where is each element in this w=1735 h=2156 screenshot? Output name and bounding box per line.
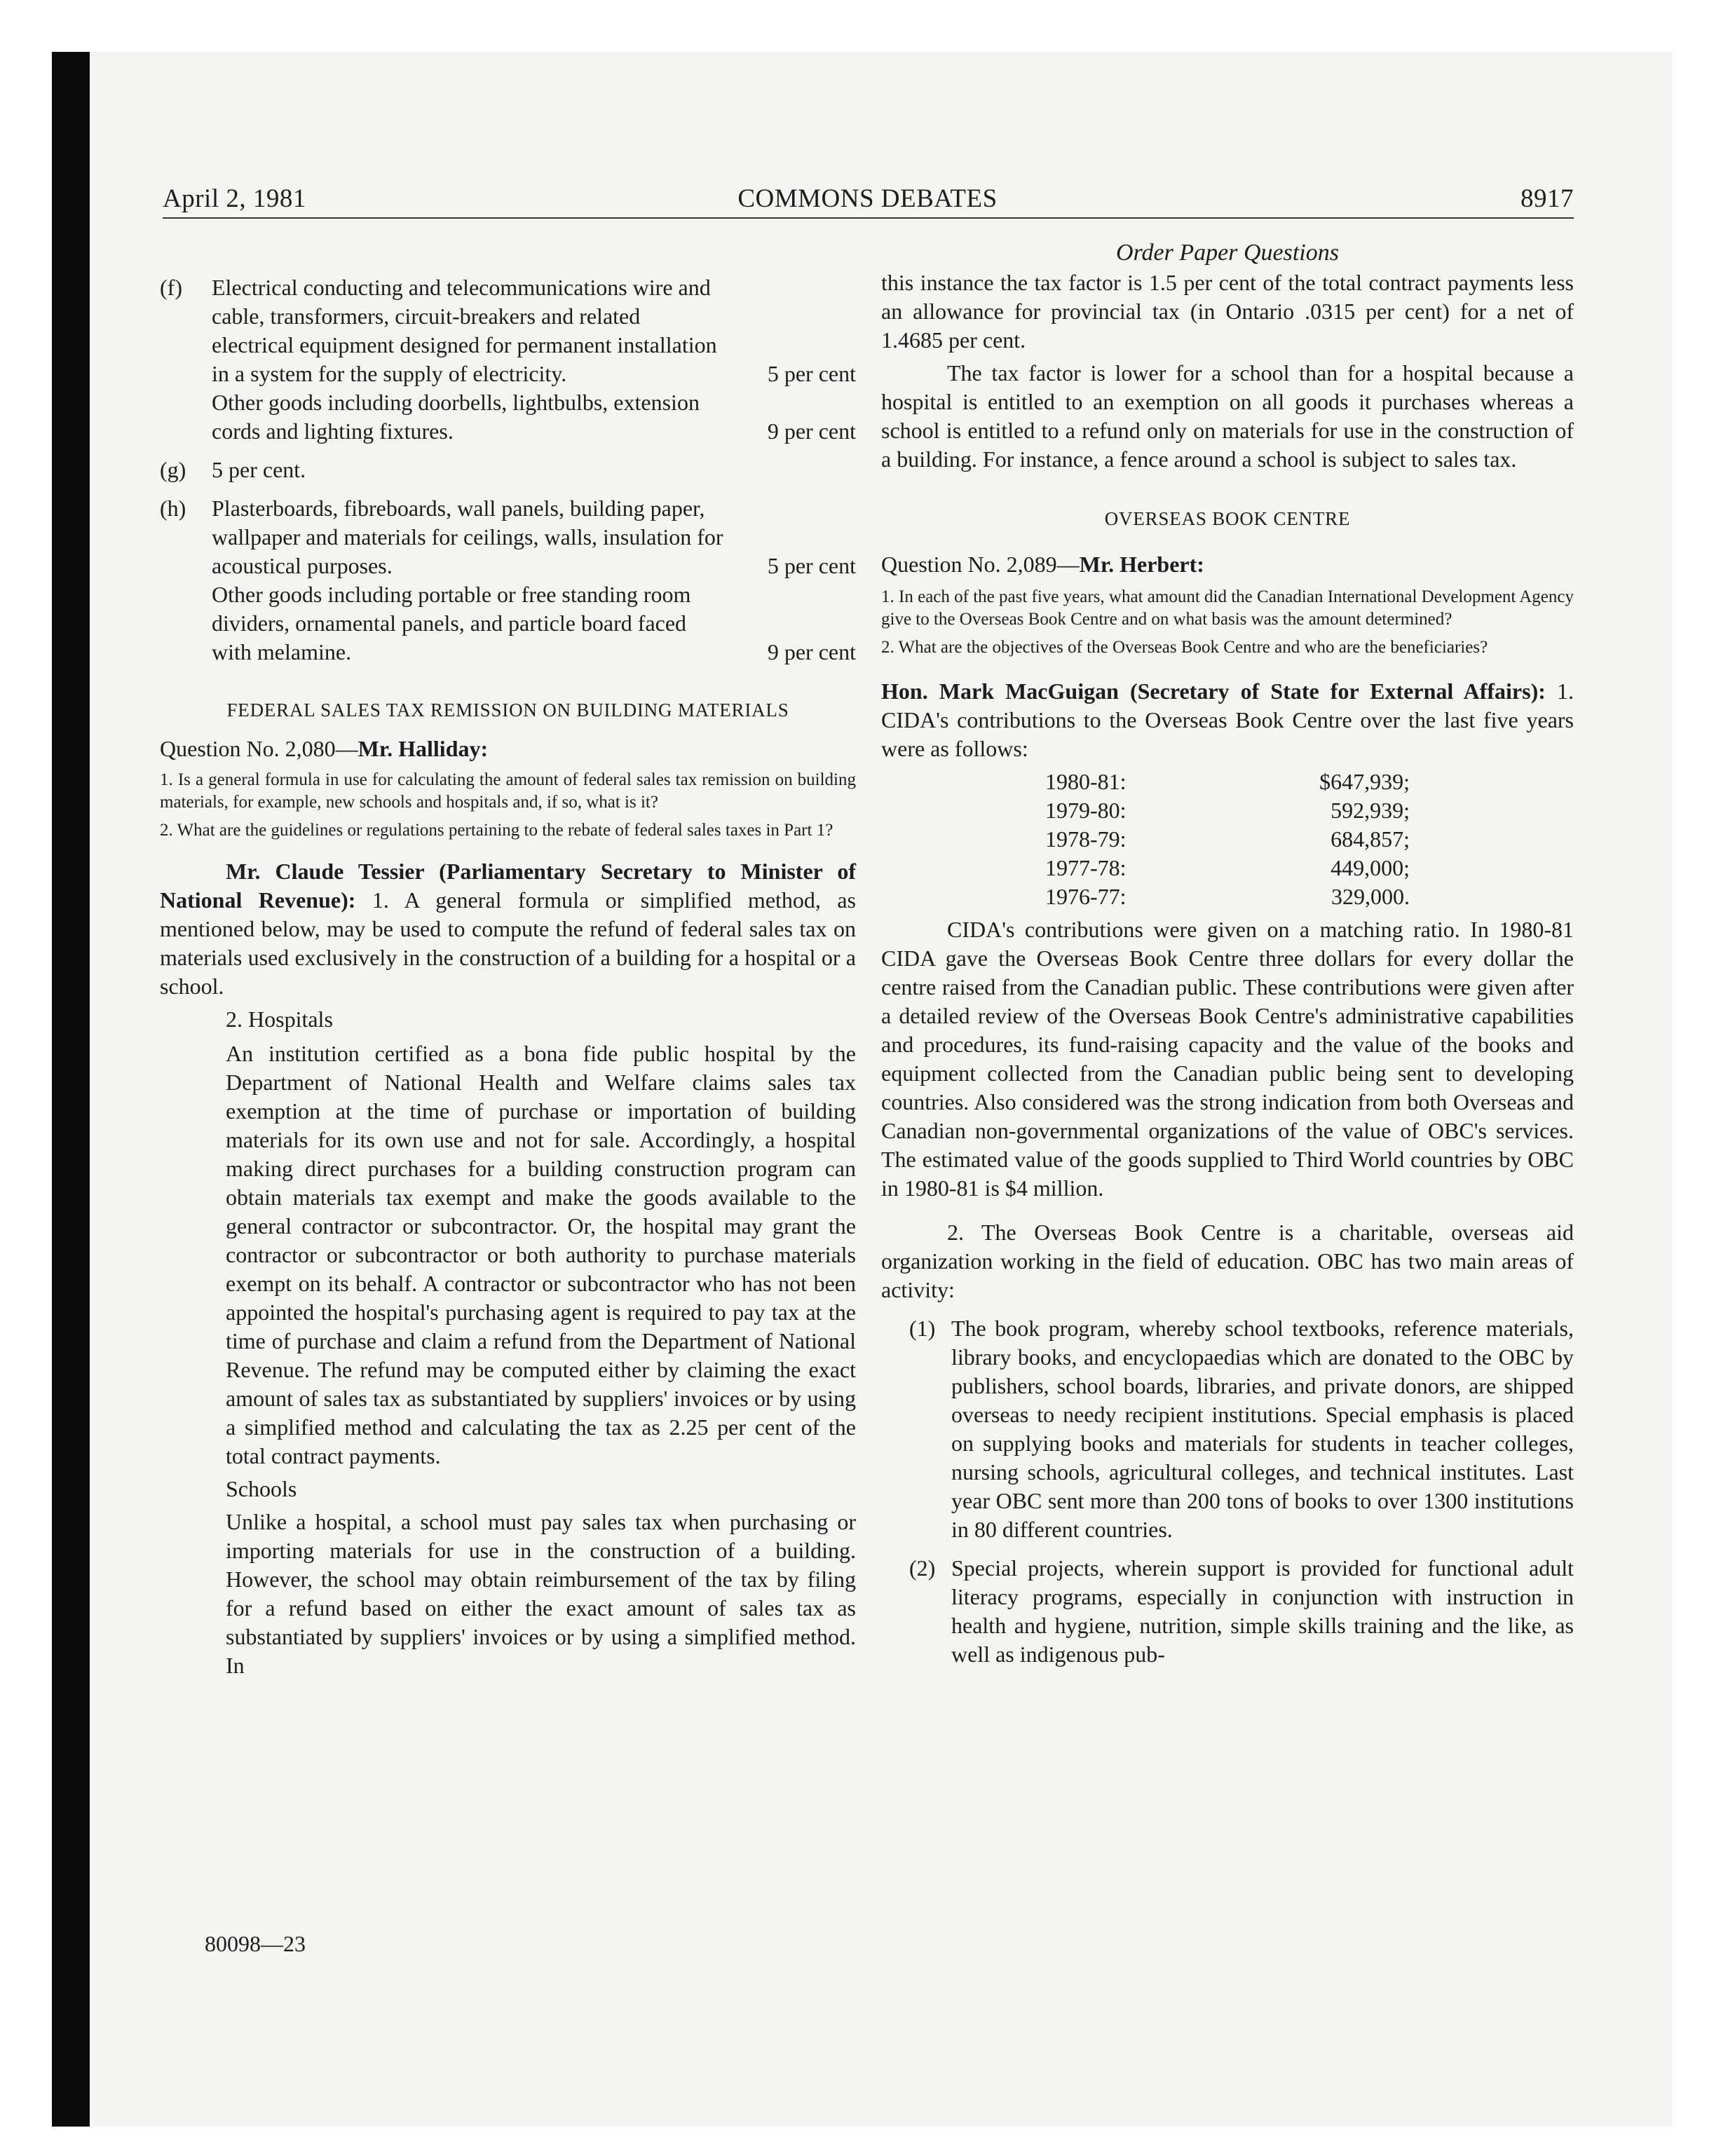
paragraph: 2. The Overseas Book Centre is a charitable, overseas aid organization working in the field of education. OBC has two main areas of activity: [881, 1220, 1574, 1302]
section-title: FEDERAL SALES TAX REMISSION ON BUILDING MATERIALS [226, 700, 789, 721]
question-heading [160, 735, 856, 763]
rate-value: 9 per cent [767, 639, 856, 664]
item-label: (g) [160, 457, 186, 482]
rate-row [212, 388, 856, 446]
question-number: Question No. 2,089— [881, 552, 1080, 577]
table-year: 1978-79: [1045, 826, 1127, 852]
answer-paragraph [881, 677, 1574, 763]
hospitals-heading: 2. Hospitals [226, 1007, 333, 1032]
item-label: (2) [909, 1555, 936, 1581]
schools-heading: Schools [226, 1476, 297, 1501]
list-item-g [160, 456, 856, 484]
rate-description: Other goods including portable or free standing room dividers, ornamental panels, and particle board faced with melamine. [212, 582, 691, 664]
rate-row [212, 580, 856, 667]
answer-text: 1. A general formula or simplified method, as mentioned below, may be used to compute the refund of federal sales tax on materials used exclusively in the construction of a building for a hospital or a school. [160, 887, 856, 999]
rate-value: 5 per cent [767, 553, 856, 578]
hospitals-paragraph: An institution certified as a bona fide public hospital by the Department of National Health and Welfare claims sales tax exemption at the time of purchase or importation of building materials for its own use and not for sale. Accordingly, a hospital making direct purchases for a building construction program can obtain materials tax exempt and make the goods available to the general contractor or subcontractor. Or, the hospital may grant the contractor or subcontractor or both authority to purchase materials exempt on its behalf. A contractor or subcontractor who has not been appointed the hospital's purchasing agent is required to pay tax at the time of purchase and claim a refund from the Department of National Revenue. The refund may be computed either by claiming the exact amount of sales tax as substantiated by suppliers' invoices or by using a simplified method and calculating the tax as 2.25 per cent of the total contract payments. [226, 1041, 856, 1468]
question-heading [881, 550, 1574, 579]
table-amount: 329,000. [1331, 884, 1410, 909]
table-amount: 592,939; [1331, 798, 1410, 823]
table-year: 1977-78: [1045, 855, 1127, 880]
contributions-table [881, 767, 1574, 911]
schools-paragraph: Unlike a hospital, a school must pay sales tax when purchasing or importing materials for use in the construction of a building. However, the school may obtain reimbursement of the tax by filing for a refund based on either the exact amount of sales tax as substantiated by suppliers' invoices or by using a simplified method. In [226, 1509, 856, 1678]
list-item-2 [881, 1554, 1574, 1669]
item-label: (h) [160, 496, 186, 521]
list-item-1 [881, 1314, 1574, 1544]
question-member: Mr. Herbert: [1079, 552, 1204, 577]
header-date: April 2, 1981 [163, 184, 306, 213]
item-text: The book program, whereby school textbooks, reference materials, library books, and encyclopaedias which are donated to the OBC by publishers, school boards, libraries, and private donors, are shipped overseas to needy recipient institutions. Special emphasis is placed on supplying books and materials for students in teacher colleges, nursing schools, agricultural colleges, and technical institutes. Last year OBC sent more than 200 tons of books to over 1300 institutions in 80 different countries. [951, 1316, 1574, 1542]
table-amount: 684,857; [1331, 826, 1410, 852]
rate-value: 9 per cent [767, 418, 856, 444]
list-item-f [160, 273, 856, 446]
section-title: OVERSEAS BOOK CENTRE [1104, 508, 1351, 529]
scan-binding-edge [52, 52, 90, 2127]
question-number: Question No. 2,080— [160, 736, 358, 761]
table-amount: $647,939; [1319, 769, 1410, 794]
rate-row [212, 494, 856, 580]
question-part-2: 2. What are the guidelines or regulations pertaining to the rebate of federal sales taxes in Part 1? [160, 821, 834, 840]
left-column [160, 273, 856, 1680]
question-part-2: 2. What are the objectives of the Overseas Book Centre and who are the beneficiaries? [881, 638, 1488, 657]
rate-value: 5 per cent [767, 361, 856, 386]
header-title: COMMONS DEBATES [737, 184, 998, 213]
table-year: 1980-81: [1045, 769, 1127, 794]
running-head: Order Paper Questions [1116, 240, 1339, 266]
item-label: (1) [909, 1316, 936, 1341]
header-rule [163, 217, 1574, 219]
right-column [881, 238, 1574, 1669]
rate-description: Electrical conducting and telecommunications wire and cable, transformers, circuit-breakers and related electrical equipment designed for permanent installation in a system for the supply of electricity. [212, 275, 717, 386]
item-text: Special projects, wherein support is provided for functional adult literacy programs, especially in conjunction with instruction in health and hygiene, nutrition, simple skills training and the like, as well as indigenous pub- [951, 1555, 1574, 1667]
item-text: 5 per cent. [212, 457, 306, 482]
list-item-h [160, 494, 856, 667]
paragraph: The tax factor is lower for a school than for a hospital because a hospital is entitled to an exemption on all goods it purchases whereas a school is entitled to a refund only on materials for use in the construction of a building. For instance, a fence around a school is subject to sales tax. [881, 360, 1574, 472]
header-page-number: 8917 [1520, 184, 1574, 213]
item-label: (f) [160, 275, 182, 300]
rate-description: Plasterboards, fibreboards, wall panels, building paper, wallpaper and materials for ceilings, walls, insulation for acoustical purposes. [212, 496, 723, 578]
paragraph: this instance the tax factor is 1.5 per cent of the total contract payments less an allowance for provincial tax (in Ontario .0315 per cent) for a net of 1.4685 per cent. [881, 270, 1574, 353]
paragraph: CIDA's contributions were given on a matching ratio. In 1980-81 CIDA gave the Overseas Book Centre three dollars for every dollar the centre raised from the Canadian public. These contributions were given after a detailed review of the Overseas Book Centre's administrative capabilities and procedures, its fund-raising capacity and the value of the books and equipment collected from the Canadian public being sent to developing countries. Also considered was the strong indication from both Overseas and Canadian non-governmental organizations of the value of OBC's services. The estimated value of the goods supplied to Third World countries by OBC in 1980-81 is $4 million. [881, 917, 1574, 1201]
table-year: 1979-80: [1045, 798, 1127, 823]
answer-text: 1. CIDA's contributions to the Overseas Book Centre over the last five years were as follows: [881, 678, 1574, 761]
table-year: 1976-77: [1045, 884, 1127, 909]
footer-code: 80098—23 [205, 1931, 306, 1956]
rate-description: Other goods including doorbells, lightbulbs, extension cords and lighting fixtures. [212, 390, 700, 444]
question-part-1: 1. In each of the past five years, what amount did the Canadian International Development Agency give to the Overseas Book Centre and on what basis was the amount determined? [881, 587, 1574, 629]
question-part-1: 1. Is a general formula in use for calculating the amount of federal sales tax remission on building materials, for example, new schools and hospitals and, if so, what is it? [160, 770, 856, 812]
rate-row [212, 273, 856, 388]
answer-speaker: Mr. Claude Tessier (Parliamentary Secretary to Minister of National Revenue): [160, 859, 856, 913]
answer-speaker: Hon. Mark MacGuigan (Secretary of State for External Affairs): [881, 678, 1546, 704]
question-member: Mr. Halliday: [358, 736, 489, 761]
table-amount: 449,000; [1331, 855, 1410, 880]
answer-paragraph [160, 857, 856, 1001]
